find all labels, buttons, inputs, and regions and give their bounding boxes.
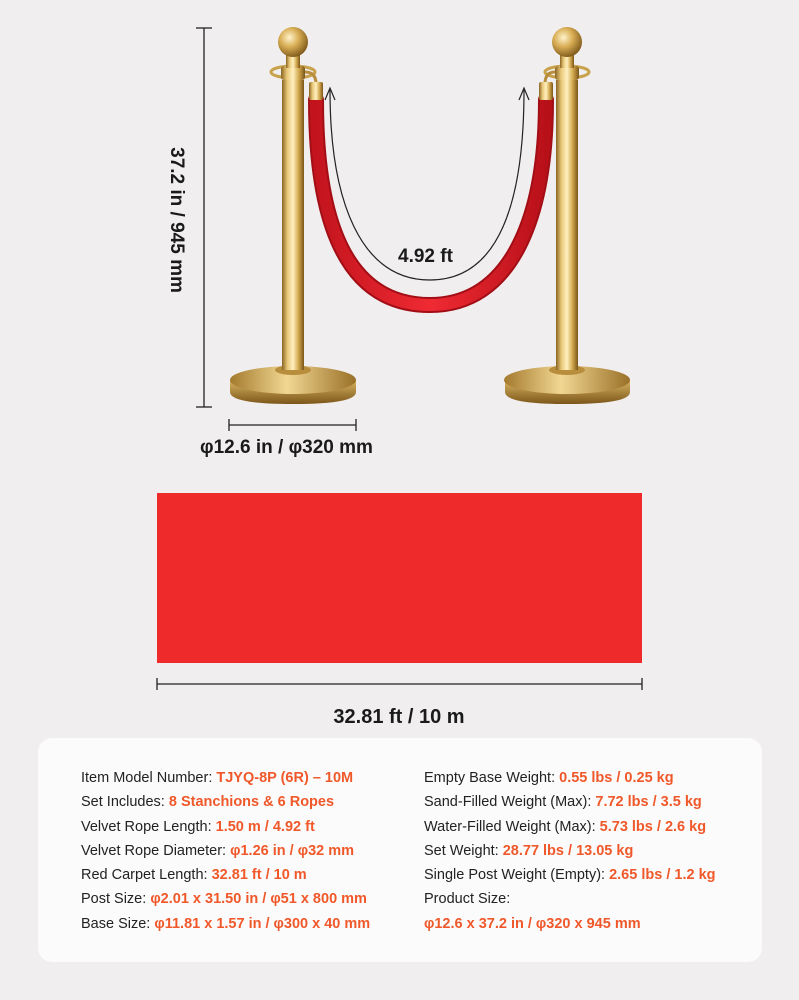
spec-value: φ12.6 x 37.2 in / φ320 x 945 mm — [424, 915, 641, 932]
spec-value: φ1.26 in / φ32 mm — [230, 842, 355, 859]
base-diameter-label: φ12.6 in / φ320 mm — [200, 437, 373, 458]
spec-row — [81, 839, 370, 863]
spec-row — [81, 887, 370, 911]
spec-label: Velvet Rope Diameter: — [81, 842, 231, 859]
spec-label: Water-Filled Weight (Max): — [424, 818, 600, 835]
spec-value: 8 Stanchions & 6 Ropes — [168, 794, 335, 811]
spec-label: Single Post Weight (Empty): — [424, 867, 610, 884]
spec-row — [424, 790, 716, 814]
spec-row — [424, 839, 716, 863]
spec-row — [81, 912, 370, 936]
spec-label: Velvet Rope Length: — [81, 818, 216, 835]
spec-value: 2.65 lbs / 1.2 kg — [609, 867, 716, 884]
spec-row — [81, 815, 370, 839]
spec-label: Empty Base Weight: — [424, 770, 560, 786]
carpet-dimension-line — [157, 678, 642, 690]
spec-row — [81, 790, 370, 814]
velvet-rope — [309, 82, 553, 305]
spec-value: φ2.01 x 31.50 in / φ51 x 800 mm — [150, 891, 367, 908]
spec-value: 32.81 ft / 10 m — [211, 867, 307, 884]
base-dimension-line — [229, 419, 356, 431]
rope-length-label: 4.92 ft — [398, 246, 453, 267]
spec-value: 5.73 lbs / 2.6 kg — [599, 818, 707, 835]
spec-column-right — [424, 766, 716, 936]
height-dimension-line — [196, 28, 212, 407]
spec-value: TJYQ-8P (6R) – 10M — [216, 770, 354, 786]
spec-label: Set Includes: — [81, 794, 169, 811]
spec-value: 0.55 lbs / 0.25 kg — [559, 770, 674, 786]
spec-label: Set Weight: — [424, 842, 503, 859]
spec-row — [81, 766, 370, 790]
spec-value: 7.72 lbs / 3.5 kg — [595, 794, 702, 811]
spec-value: 28.77 lbs / 13.05 kg — [502, 842, 634, 859]
post-height-label: 37.2 in / 945 mm — [166, 147, 187, 293]
spec-label: Item Model Number: — [81, 770, 217, 786]
spec-row — [424, 815, 716, 839]
spec-label: Base Size: — [81, 915, 155, 932]
spec-row — [424, 766, 716, 790]
spec-row — [424, 863, 716, 887]
spec-value: 1.50 m / 4.92 ft — [215, 818, 315, 835]
spec-value: φ11.81 x 1.57 in / φ300 x 40 mm — [154, 915, 371, 932]
spec-label: Product Size: — [424, 891, 511, 908]
spec-card — [38, 738, 762, 962]
spec-row — [424, 912, 716, 936]
spec-row — [81, 863, 370, 887]
spec-label: Red Carpet Length: — [81, 867, 212, 884]
spec-label: Sand-Filled Weight (Max): — [424, 794, 596, 811]
spec-label: Post Size: — [81, 891, 151, 908]
carpet-length-label: 32.81 ft / 10 m — [333, 706, 465, 728]
red-carpet — [157, 493, 642, 663]
spec-column-left — [81, 766, 370, 936]
spec-row — [424, 887, 716, 911]
